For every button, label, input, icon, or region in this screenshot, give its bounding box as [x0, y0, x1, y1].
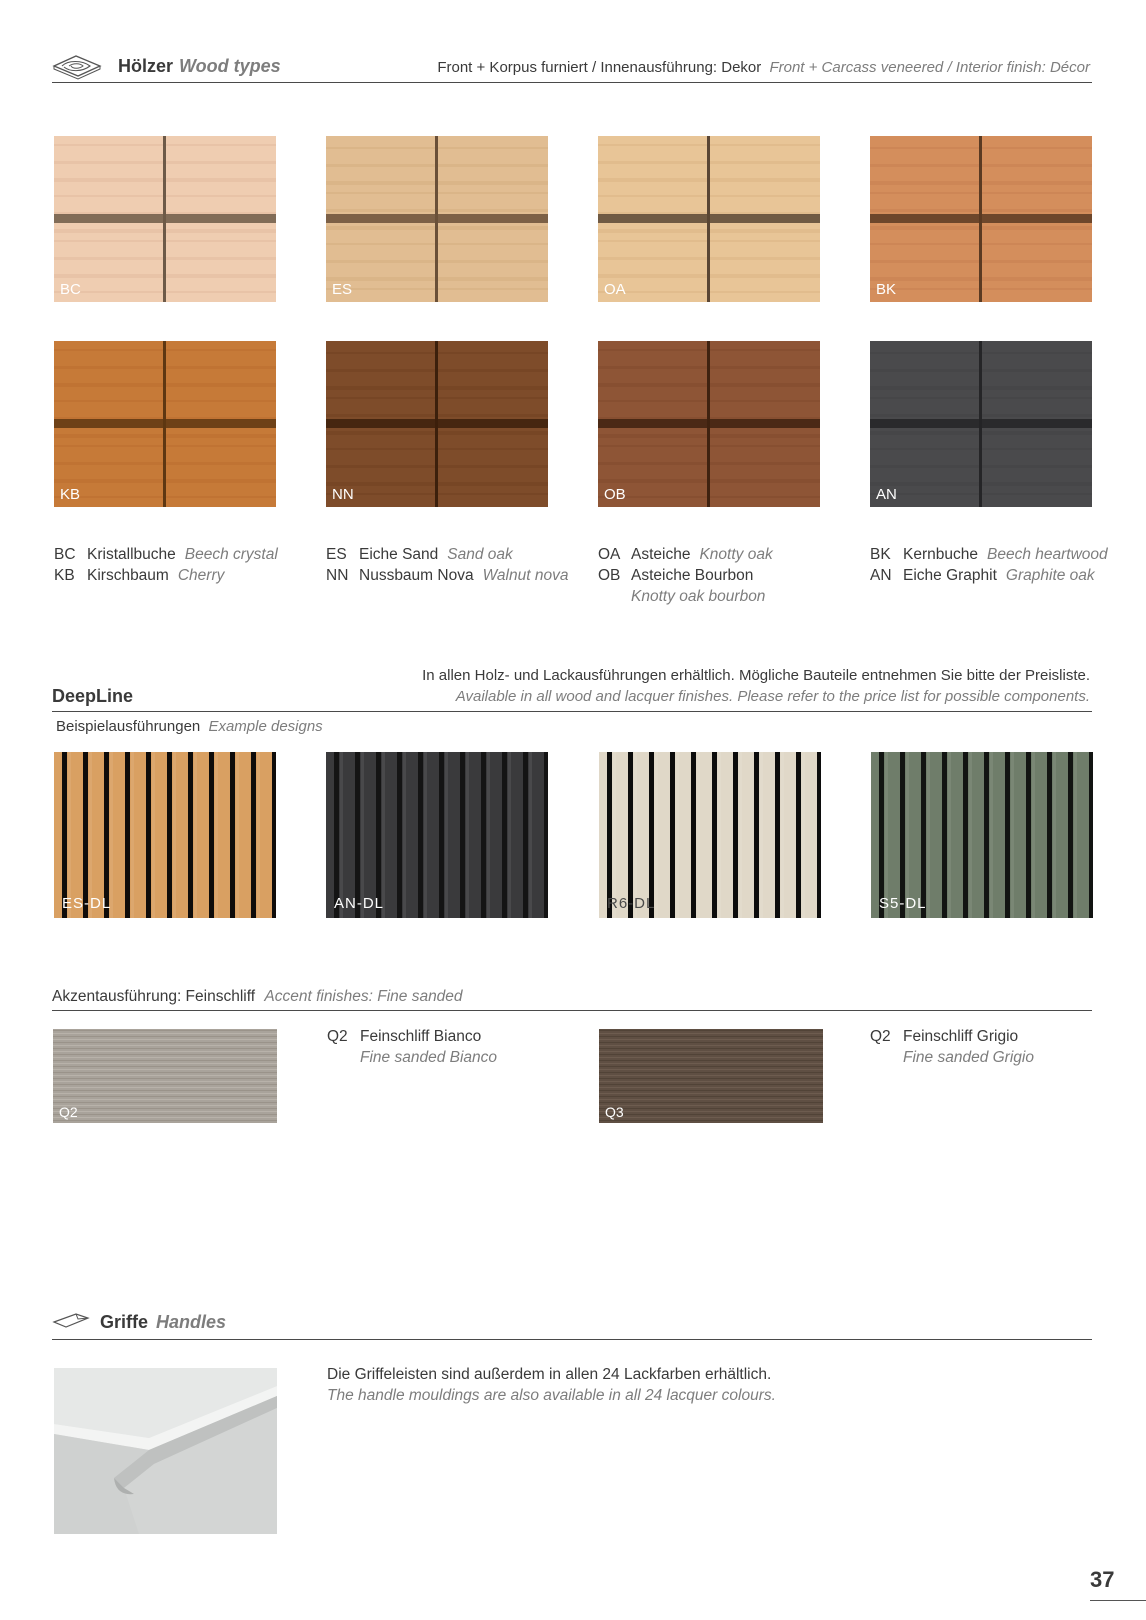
accent-title-de: Akzentausführung: Feinschliff — [52, 988, 256, 1005]
swatch-code: R6-DL — [607, 895, 656, 912]
legend-name-en: Beech heartwood — [986, 546, 1108, 563]
legend-column — [598, 544, 773, 607]
wood-swatch-bc — [54, 136, 276, 302]
legend-code: Q2 — [327, 1028, 348, 1045]
legend-name-en: Fine sanded Grigio — [903, 1049, 1034, 1066]
legend-code: OB — [598, 567, 621, 584]
wood-swatch-bk — [870, 136, 1092, 302]
legend-name-en: Beech crystal — [184, 546, 278, 563]
accent-title-en: Accent finishes: Fine sanded — [264, 988, 463, 1005]
legend-code: Q2 — [870, 1028, 891, 1045]
legend-name: Kristallbuche — [87, 546, 176, 563]
legend-code: ES — [326, 546, 347, 563]
swatch-code: AN — [876, 486, 897, 503]
page-number: 37 — [1090, 1567, 1115, 1592]
legend-name: Asteiche Bourbon — [631, 567, 754, 584]
deepline-subtitle — [56, 718, 323, 735]
deepline-note-de: In allen Holz- und Lackausführungen erhältlich. Mögliche Bauteile entnehmen Sie bitte der Preisliste. — [422, 667, 1090, 684]
legend-code: NN — [326, 567, 349, 584]
swatch-code: OB — [604, 486, 626, 503]
wood-title-de: Hölzer — [118, 56, 174, 76]
accent-swatch-q3 — [599, 1029, 823, 1123]
legend-name: Eiche Graphit — [903, 567, 997, 584]
legend-code: BK — [870, 546, 891, 563]
wood-finish-note — [437, 59, 1090, 76]
swatch-code: BC — [60, 281, 81, 298]
deepline-sub-de: Beispielausführungen — [56, 718, 201, 735]
swatch-code: S5-DL — [879, 895, 927, 912]
handles-text-de: Die Griffeleisten sind außerdem in allen 24 Lackfarben erhältlich. — [327, 1366, 772, 1383]
deepline-note-en: Available in all wood and lacquer finishes. Please refer to the price list for possible components. — [455, 688, 1090, 705]
deepline-swatch-r6-dl — [599, 752, 821, 918]
deepline-swatch-es-dl — [54, 752, 276, 918]
accent-swatch-q2 — [53, 1029, 277, 1123]
wood-swatch-oa — [598, 136, 820, 302]
deepline-divider — [52, 711, 1092, 712]
legend-name-en: Knotty oak — [699, 546, 773, 563]
wood-swatch-es — [326, 136, 548, 302]
legend-name-en: Walnut nova — [482, 567, 569, 584]
deepline-sub-en: Example designs — [208, 718, 323, 735]
legend-code: KB — [54, 567, 75, 584]
accent-legend-bianco — [327, 1026, 497, 1068]
deepline-swatch-an-dl — [326, 752, 548, 918]
handles-text-en: The handle mouldings are also available in all 24 lacquer colours. — [327, 1387, 776, 1404]
deepline-note — [422, 665, 1090, 707]
legend-name: Kirschbaum — [87, 567, 169, 584]
swatch-code: ES — [332, 281, 353, 298]
legend-name: Eiche Sand — [359, 546, 439, 563]
handles-title — [100, 1312, 226, 1333]
wood-section-icon — [52, 52, 102, 80]
swatch-code: ES-DL — [62, 895, 112, 912]
wood-title-en: Wood types — [179, 56, 281, 76]
wood-swatch-an — [870, 341, 1092, 507]
legend-code: OA — [598, 546, 621, 563]
legend-name: Feinschliff Grigio — [903, 1028, 1019, 1045]
swatch-code: NN — [332, 486, 354, 503]
accent-title — [52, 988, 463, 1006]
wood-note-en: Front + Carcass veneered / Interior finish: Décor — [769, 59, 1090, 76]
wood-swatch-ob — [598, 341, 820, 507]
legend-column — [326, 544, 568, 586]
handles-title-en: Handles — [156, 1312, 227, 1332]
accent-divider — [52, 1010, 1092, 1011]
swatch-code: AN-DL — [334, 895, 385, 912]
handles-text — [327, 1364, 776, 1406]
swatch-code: Q2 — [59, 1104, 78, 1120]
legend-name: Asteiche — [631, 546, 691, 563]
legend-name: Kernbuche — [903, 546, 978, 563]
handle-icon — [52, 1310, 92, 1330]
legend-column — [54, 544, 278, 586]
page-number-rule — [1090, 1600, 1146, 1601]
legend-name-en: Knotty oak bourbon — [631, 588, 766, 605]
legend-name: Feinschliff Bianco — [360, 1028, 482, 1045]
legend-name-en: Graphite oak — [1005, 567, 1095, 584]
legend-column — [870, 544, 1108, 586]
legend-name: Nussbaum Nova — [359, 567, 474, 584]
swatch-code: OA — [604, 281, 626, 298]
accent-legend-grigio — [870, 1026, 1034, 1068]
swatch-code: BK — [876, 281, 897, 298]
legend-code: AN — [870, 567, 892, 584]
deepline-title: DeepLine — [52, 686, 134, 706]
wood-section-title — [118, 56, 281, 77]
swatch-code: Q3 — [605, 1104, 624, 1120]
handles-divider — [52, 1339, 1092, 1340]
handle-photo — [54, 1368, 277, 1534]
handles-title-de: Griffe — [100, 1312, 149, 1332]
wood-swatch-kb — [54, 341, 276, 507]
legend-name-en: Sand oak — [447, 546, 513, 563]
deepline-swatch-s5-dl — [871, 752, 1093, 918]
wood-swatch-nn — [326, 341, 548, 507]
wood-note-de: Front + Korpus furniert / Innenausführung: Dekor — [437, 59, 762, 76]
legend-code: BC — [54, 546, 76, 563]
wood-divider — [52, 82, 1092, 83]
legend-name-en: Fine sanded Bianco — [360, 1049, 498, 1066]
legend-name-en: Cherry — [177, 567, 225, 584]
swatch-code: KB — [60, 486, 81, 503]
